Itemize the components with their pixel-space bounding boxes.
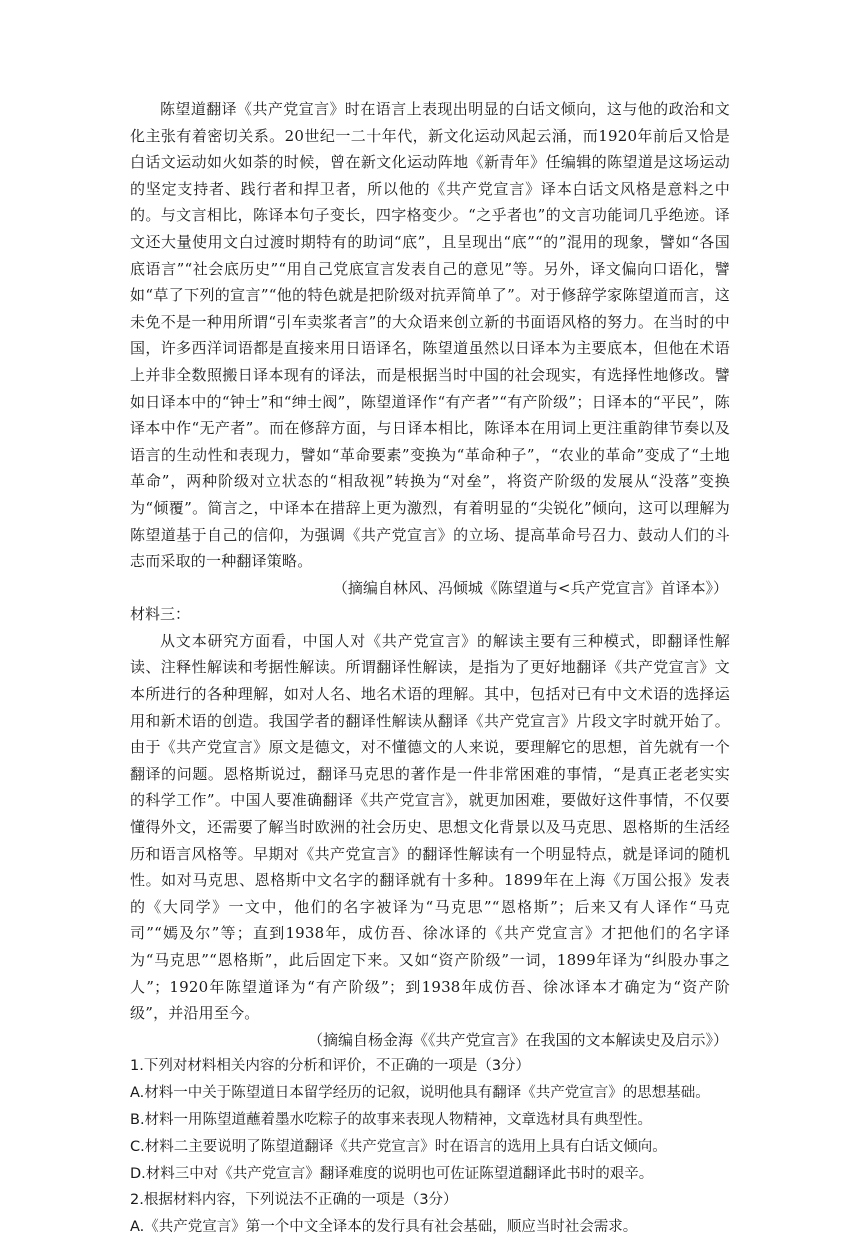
question-2-stem: 2.根据材料内容，下列说法不正确的一项是（3分） <box>130 1192 458 1209</box>
question-1-stem: 1.下列对材料相关内容的分析和评价，不正确的一项是（3分） <box>130 1058 531 1075</box>
material-three-heading: 材料三： <box>130 605 191 624</box>
question-list <box>130 1053 730 1241</box>
question-1-option-b[interactable]: B.材料一用陈望道蘸着墨水吃粽子的故事来表现人物精神，文章选材具有典型性。 <box>130 1111 653 1128</box>
material-three-paragraph: 从文本研究方面看，中国人对《共产党宣言》的解读主要有三种模式，即翻译性解读、注释性解读和考据性解读。所谓翻译性解读，是指为了更好地翻译《共产党宣言》文本所进行的各种理解，如对人名、地名术语的理解。其中，包括对已有中文术语的选择运用和新术语的创造。我国学者的翻译性解读从翻译《共产党宣言》片段文字时就开始了。由于《共产党宣言》原文是德文，对不懂德文的人来说，要理解它的思想，首先就有一个翻译的问题。恩格斯说过，翻译马克思的著作是一件非常困难的事情，“是真正老老实实的科学工作”。中国人要准确翻译《共产党宣言》，就更加困难，要做好这件事情，不仅要懂得外文，还需要了解当时欧洲的社会历史、思想文化背景以及马克思、恩格斯的生活经历和语言风格等。早期对《共产党宣言》的翻译性解读有一个明显特点，就是译词的随机性。如对马克思、恩格斯中文名字的翻译就有十多种。1899年在上海《万国公报》发表的《大同学》一文中，他们的名字被译为“马克思”“恩格斯”；后来又有人译作“马克司”“嫣及尔”等；直到1938年，成仿吾、徐冰译的《共产党宣言》才把他们的名字译为“马克思”“恩格斯”，此后固定下来。又如“资产阶级”一词，1899年译为“纠股办事之人”；1920年陈望道译为“有产阶级”；到1938年成仿吾、徐冰译本才确定为“资产阶级”，并沿用至今。 <box>130 631 730 1023</box>
material-three-source: （摘编自杨金海《《共产党宣言》在我国的文本解读史及启示》） <box>307 1030 728 1049</box>
question-2-option-a[interactable]: A.《共产党宣言》第一个中文全译本的发行具有社会基础，顺应当时社会需求。 <box>130 1219 638 1236</box>
material-two-source: （摘编自林风、冯倾城《陈望道与<兵产党宣言》首译本》） <box>332 578 728 597</box>
document-page <box>130 96 730 1241</box>
question-1-option-d[interactable]: D.材料三中对《共产党宣言》翻译难度的说明也可佐证陈望道翻译此书时的艰辛。 <box>130 1165 654 1182</box>
material-two-paragraph: 陈望道翻译《共产党宣言》时在语言上表现出明显的白话文倾向，这与他的政治和文化主张有着密切关系。20世纪一二十年代，新文化运动风起云涌，而1920年前后又恰是白话文运动如火如荼的时候，曾在新文化运动阵地《新青年》任编辑的陈望道是这场运动的坚定支持者、践行者和捍卫者，所以他的《共产党宣言》译本白话文风格是意料之中的。与文言相比，陈译本句子变长，四字格变少。“之乎者也”的文言功能词几乎绝迹。译文还大量使用文白过渡时期特有的助词“底”，且呈现出“底”“的”混用的现象，譬如“各国底语言”“社会底历史”“用自己党底宣言发表自己的意见”等。另外，译文偏向口语化，譬如“草了下列的宣言”“他的特色就是把阶级对抗弄简单了”。对于修辞学家陈望道而言，这未免不是一种用所谓“引车卖浆者言”的大众语来创立新的书面语风格的努力。在当时的中国，许多西洋词语都是直接来用日语译名，陈望道虽然以日译本为主要底本，但他在术语上并非全数照搬日译本现有的译法，而是根据当时中国的社会现实，有选择性地修改。譬如日译本中的“钟士”和“绅士阀”，陈望道译作“有产者”“有产阶级”；日译本的“平民”，陈译本中作“无产者”。而在修辞方面，与日译本相比，陈译本在用词上更注重韵律节奏以及语言的生动性和表现力，譬如“革命要素”变换为“革命种子”，“农业的革命”变成了“土地革命”，两种阶级对立状态的“相敌视”转换为“对垒”，将资产阶级的发展从“没落”变换为“倾覆”。简言之，中译本在措辞上更为激烈，有着明显的“尖锐化”倾向，这可以理解为陈望道基于自己的信仰，为强调《共产党宣言》的立场、提高革命号召力、鼓动人们的斗志而采取的一种翻译策略。 <box>130 100 730 571</box>
question-1-option-a[interactable]: A.材料一中关于陈望道日本留学经历的记叙，说明他具有翻译《共产党宣言》的思想基础。 <box>130 1085 710 1102</box>
question-1-option-c[interactable]: C.材料二主要说明了陈望道翻译《共产党宣言》时在语言的选用上具有白话文倾向。 <box>130 1138 667 1155</box>
